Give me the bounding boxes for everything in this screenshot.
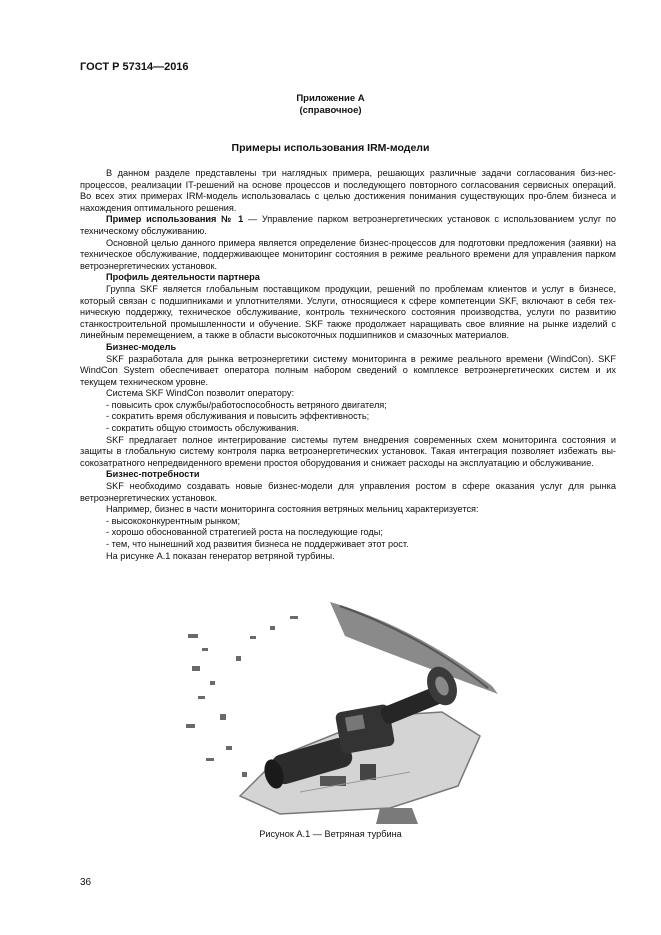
goal-paragraph: Основной целью данного примера является определение бизнес-процессов для подготовки предложения (заявки) на техническое обслуживание, поддерживающее мониторинг состояния в режиме реального времени для управления парком ветроэнергетических установок. — [80, 237, 616, 271]
example-paragraph: Например, бизнес в части мониторинга состояния ветряных мельниц характеризуется: — [106, 504, 479, 515]
appendix-type: (справочное) — [299, 105, 362, 116]
list-item: - хорошо обоснованной стратегией роста на последующие годы; — [106, 527, 383, 538]
business-model-paragraph: SKF разработала для рынка ветроэнергетики систему мониторинга в режиме реального времени (WindCon). SKF WindCon System обеспечивает оператора полным набором сведений о комплексе ветроэнергетических систем и их текущем техническом уровне. — [80, 353, 616, 387]
document-header: ГОСТ Р 57314—2016 — [80, 61, 189, 73]
figure-caption: Рисунок А.1 — Ветряная турбина — [259, 829, 402, 839]
list-item: - высококонкурентным рынком; — [106, 515, 240, 526]
list-item: - тем, что нынешний ход развития бизнеса не поддерживает этот рост. — [106, 539, 409, 549]
list-item: - повысить срок службы/работоспособность ветряного двигателя; — [106, 399, 387, 410]
integration-paragraph: SKF предлагает полное интегрирование системы путем внедрения современных схем мониторинга состояния и защиты в глобальную систему контроля парка ветроэнергетических установок. Такая интеграция позволяет избежать вы-сокозатратного непредвиденного времени простоя оборудования и снижает расходы на эксплуатацию и обслуживание. — [80, 434, 616, 468]
page-number: 36 — [80, 877, 92, 888]
list-item: - сократить время обслуживания и повысить эффективность; — [106, 411, 370, 422]
body-text — [80, 168, 616, 562]
intro-paragraph: В данном разделе представлены три наглядных примера, решающих различные задачи согласования биз-нес-процессов, реализации IT-решений на основе процессов и последующего повторного согласования сервисных операций. Во всех этих примерах IRM-модель использовалась с целью достижения понимания существующих про-блем бизнеса и нахождения оптимального решения. — [80, 168, 616, 213]
example-1-paragraph — [80, 214, 616, 237]
example-1-text: — Управление парком ветроэнергетических установок с использованием услуг по техническому обслуживанию. — [80, 214, 616, 236]
heading-business-model: Бизнес-модель — [106, 341, 177, 352]
partner-paragraph: Группа SKF является глобальным поставщиком продукции, решений по проблемам клиентов и услуг в бизнесе, который связан с подшипниками и уплотнителями. Услуги, относящиеся к сфере компетенции SKF, включают в себя тех-ническую поддержку, техническое обслуживание, контроль технического состояния производства, услуги по развитию станкостроительной промышленности и обучение. SKF также продолжает наращивать свое влияние на рынке изделий с линейным перемещением, а также в области высокоточных подшипников и смазочных материалов. — [80, 283, 616, 341]
example-1-label: Пример использования № 1 — [106, 214, 244, 225]
wind-turbine-image — [180, 596, 500, 824]
figure-reference-paragraph: На рисунке А.1 показан генератор ветряной турбины. — [106, 550, 335, 561]
business-needs-paragraph: SKF необходимо создавать новые бизнес-модели для управления ростом в сфере оказания услуг для рынка ветроэнергетических установок. — [80, 481, 616, 503]
heading-business-needs: Бизнес-потребности — [106, 469, 200, 480]
appendix-label: Приложение А — [296, 93, 365, 104]
list-item: - сократить общую стоимость обслуживания. — [106, 423, 299, 434]
appendix-title: Примеры использования IRM-модели — [231, 142, 430, 154]
system-paragraph: Система SKF WindCon позволит оператору: — [106, 388, 295, 399]
heading-partner: Профиль деятельности партнера — [106, 272, 260, 283]
